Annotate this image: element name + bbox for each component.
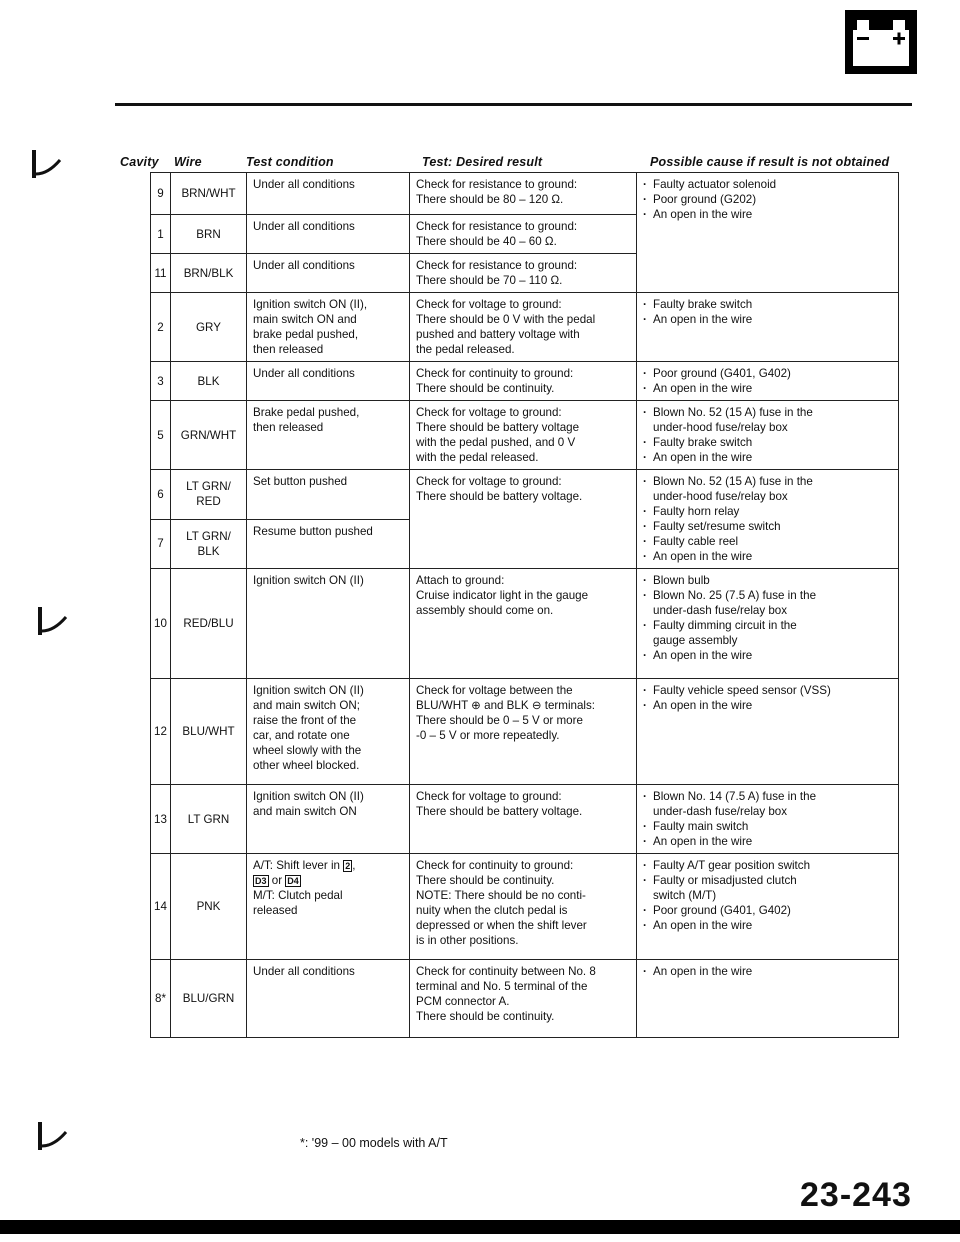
- cause-item: · Poor ground (G401, G402): [643, 366, 892, 381]
- cause-item: · An open in the wire: [643, 450, 892, 465]
- cavity-number: 9: [157, 187, 164, 200]
- result-cell: [410, 401, 637, 470]
- cause-list: [643, 858, 892, 933]
- cause-cell: [637, 569, 899, 679]
- result-line: is in other positions.: [416, 934, 519, 947]
- table-row: [151, 679, 899, 785]
- wire-color: BRN/BLK: [183, 266, 234, 280]
- cavity-number: 2: [157, 320, 164, 334]
- result-cell: [410, 362, 637, 401]
- condition-cell: [247, 173, 410, 215]
- cavity-cell: [151, 173, 171, 215]
- condition-line: then released: [253, 421, 324, 434]
- cause-item: · Blown No. 25 (7.5 A) fuse in the: [643, 588, 892, 603]
- result-line: Check for resistance to ground:: [416, 220, 578, 233]
- gear-position-symbol: D3: [255, 876, 267, 886]
- cause-item: · Blown No. 52 (15 A) fuse in the: [643, 474, 892, 489]
- cavity-cell: [151, 401, 171, 470]
- cause-item: under-dash fuse/relay box: [653, 604, 788, 617]
- result-line: with the pedal pushed, and 0 V: [416, 436, 576, 449]
- cause-item: · An open in the wire: [643, 207, 892, 222]
- cavity-number: 8*: [155, 992, 166, 1005]
- result-cell: [410, 679, 637, 785]
- condition-line: wheel slowly with the: [253, 744, 362, 757]
- cause-list: [643, 297, 892, 327]
- cavity-number: 13: [154, 812, 167, 826]
- result-line: Check for resistance to ground:: [416, 259, 578, 272]
- cavity-cell: [151, 362, 171, 401]
- wire-cell: [171, 215, 247, 254]
- condition-line: Under all conditions: [253, 220, 355, 233]
- cause-list: [643, 964, 892, 979]
- result-line: Cruise indicator light in the gauge: [416, 589, 589, 602]
- cause-list: [643, 683, 892, 713]
- table-row: [151, 785, 899, 854]
- cause-item: under-dash fuse/relay box: [653, 805, 788, 818]
- cause-item: · An open in the wire: [643, 918, 892, 933]
- wire-cell: [171, 254, 247, 293]
- wire-color: LT GRN/ BLK: [186, 529, 231, 558]
- condition-line: Under all conditions: [253, 367, 355, 380]
- cause-cell: [637, 960, 899, 1038]
- result-line: There should be battery voltage: [416, 421, 580, 434]
- result-line: Check for voltage to ground:: [416, 475, 562, 488]
- result-line: Check for voltage to ground:: [416, 406, 562, 419]
- gear-position-symbol: D4: [287, 876, 299, 886]
- wire-cell: [171, 569, 247, 679]
- condition-cell: [247, 293, 410, 362]
- condition-line: Ignition switch ON (II),: [253, 298, 368, 311]
- header-test-condition: Test condition: [246, 155, 334, 169]
- cavity-cell: [151, 960, 171, 1038]
- result-line: There should be 40 – 60 Ω.: [416, 235, 557, 248]
- wire-cell: [171, 854, 247, 960]
- condition-line: Under all conditions: [253, 965, 355, 978]
- table-row: [151, 362, 899, 401]
- condition-cell: [247, 362, 410, 401]
- result-cell: [410, 854, 637, 960]
- condition-line: and main switch ON: [253, 805, 357, 818]
- result-cell: [410, 785, 637, 854]
- wire-color: LT GRN: [187, 812, 230, 826]
- cavity-number: 1: [157, 227, 164, 241]
- cavity-number: 6: [157, 487, 164, 501]
- table-row: [151, 569, 899, 679]
- cavity-cell: [151, 215, 171, 254]
- result-line: Check for continuity between No. 8: [416, 965, 596, 978]
- cause-cell: [637, 293, 899, 362]
- cavity-cell: [151, 785, 171, 854]
- result-line: Check for continuity to ground:: [416, 859, 574, 872]
- cause-list: [643, 405, 892, 465]
- cavity-cell: [151, 679, 171, 785]
- cause-item: · Blown No. 52 (15 A) fuse in the: [643, 405, 892, 420]
- cause-item: · Blown No. 14 (7.5 A) fuse in the: [643, 789, 892, 804]
- result-line: NOTE: There should be no conti-: [416, 889, 586, 902]
- wire-color: BRN: [196, 227, 221, 241]
- table-row: [151, 854, 899, 960]
- cause-item: · An open in the wire: [643, 964, 892, 979]
- table-row: [151, 960, 899, 1038]
- cavity-number: 14: [154, 900, 167, 913]
- header-desired-result: Test: Desired result: [422, 155, 543, 169]
- cause-list: [643, 366, 892, 396]
- cause-cell: [637, 173, 899, 293]
- condition-line: Ignition switch ON (II): [253, 684, 364, 697]
- cause-item: · An open in the wire: [643, 549, 892, 564]
- condition-cell: [247, 785, 410, 854]
- result-line: Check for resistance to ground:: [416, 178, 578, 191]
- table-row: [151, 173, 899, 215]
- cause-item: under-hood fuse/relay box: [653, 490, 788, 503]
- wire-cell: [171, 519, 247, 569]
- condition-line: Ignition switch ON (II): [253, 574, 364, 587]
- wire-color: PNK: [196, 900, 221, 913]
- result-line: assembly should come on.: [416, 604, 554, 617]
- cavity-cell: [151, 470, 171, 520]
- result-line: Check for continuity to ground:: [416, 367, 574, 380]
- connector-test-table: [150, 172, 899, 1038]
- cavity-cell: [151, 854, 171, 960]
- condition-line: A/T: Shift lever in: [253, 859, 340, 872]
- result-line: There should be battery voltage.: [416, 490, 583, 503]
- result-cell: [410, 569, 637, 679]
- result-line: Attach to ground:: [416, 574, 505, 587]
- wire-cell: [171, 960, 247, 1038]
- cause-item: · Faulty cable reel: [643, 534, 892, 549]
- cavity-number: 11: [154, 266, 167, 280]
- condition-line: Under all conditions: [253, 259, 355, 272]
- header-cavity: Cavity: [120, 155, 159, 169]
- wire-color: BLU/WHT: [182, 725, 235, 738]
- result-line: There should be 0 – 5 V or more: [416, 714, 583, 727]
- condition-cell: [247, 569, 410, 679]
- condition-cell: [247, 401, 410, 470]
- cause-cell: [637, 401, 899, 470]
- cause-item: · An open in the wire: [643, 834, 892, 849]
- condition-cell: [247, 254, 410, 293]
- table-row: [151, 401, 899, 470]
- result-cell: [410, 960, 637, 1038]
- cause-cell: [637, 679, 899, 785]
- cause-list: [643, 789, 892, 849]
- cause-cell: [637, 854, 899, 960]
- binder-mark-bottom: [34, 1120, 74, 1154]
- cause-item: · Poor ground (G401, G402): [643, 903, 892, 918]
- cause-item: · Faulty dimming circuit in the: [643, 618, 892, 633]
- result-line: PCM connector A.: [416, 995, 510, 1008]
- condition-cell: A/T: Shift lever in 2 , D3 or D4 M/T: Clutch pedal released: [247, 854, 410, 960]
- result-line: pushed and battery voltage with: [416, 328, 580, 341]
- cause-item: · Faulty A/T gear position switch: [643, 858, 892, 873]
- result-line: Check for voltage to ground:: [416, 790, 562, 803]
- result-line: There should be 70 – 110 Ω.: [416, 274, 563, 287]
- table-row: [151, 293, 899, 362]
- condition-line: Ignition switch ON (II): [253, 790, 364, 803]
- result-cell: [410, 215, 637, 254]
- wire-cell: [171, 785, 247, 854]
- result-line: terminal and No. 5 terminal of the: [416, 980, 588, 993]
- condition-cell: [247, 470, 410, 520]
- wire-color: GRY: [196, 320, 221, 334]
- wire-cell: [171, 470, 247, 520]
- cause-item: switch (M/T): [653, 889, 717, 902]
- result-line: There should be continuity.: [416, 874, 555, 887]
- cause-list: [643, 573, 892, 663]
- gear-position-symbol: 2: [345, 861, 351, 871]
- result-cell: [410, 293, 637, 362]
- condition-line: brake pedal pushed,: [253, 328, 359, 341]
- result-line: Check for voltage to ground:: [416, 298, 562, 311]
- wire-cell: [171, 679, 247, 785]
- result-line: There should be battery voltage.: [416, 805, 583, 818]
- result-line: nuity when the clutch pedal is: [416, 904, 568, 917]
- cause-item: under-hood fuse/relay box: [653, 421, 788, 434]
- cause-list: [643, 177, 892, 222]
- cause-item: · Faulty vehicle speed sensor (VSS): [643, 683, 892, 698]
- condition-line: and main switch ON;: [253, 699, 360, 712]
- cause-item: · Poor ground (G202): [643, 192, 892, 207]
- result-line: Check for voltage between the: [416, 684, 573, 697]
- header-rule: [115, 103, 912, 106]
- page-number: 23-243: [800, 1176, 912, 1214]
- result-line: There should be continuity.: [416, 1010, 555, 1023]
- wire-color: BRN/WHT: [181, 187, 236, 200]
- cause-item: · Faulty main switch: [643, 819, 892, 834]
- header-wire: Wire: [174, 155, 202, 169]
- condition-line: Set button pushed: [253, 475, 348, 488]
- condition-line: Under all conditions: [253, 178, 355, 191]
- cause-cell: [637, 470, 899, 569]
- cause-item: · An open in the wire: [643, 698, 892, 713]
- condition-line: main switch ON and: [253, 313, 357, 326]
- cavity-number: 12: [154, 725, 167, 738]
- condition-cell: [247, 960, 410, 1038]
- cause-cell: [637, 362, 899, 401]
- cause-item: · Faulty set/resume switch: [643, 519, 892, 534]
- condition-line: M/T: Clutch pedal: [253, 889, 343, 902]
- result-cell: [410, 173, 637, 215]
- cavity-number: 7: [157, 537, 164, 551]
- cause-item: · Faulty or misadjusted clutch: [643, 873, 892, 888]
- condition-line: car, and rotate one: [253, 729, 350, 742]
- cause-list: [643, 474, 892, 564]
- cause-item: · Faulty horn relay: [643, 504, 892, 519]
- condition-line: or: [271, 874, 283, 887]
- cause-item: · Faulty brake switch: [643, 435, 892, 450]
- wire-cell: [171, 173, 247, 215]
- condition-line: Resume button pushed: [253, 524, 373, 538]
- result-line: There should be 0 V with the pedal: [416, 313, 596, 326]
- cause-item: · Blown bulb: [643, 573, 892, 588]
- result-line: There should be 80 – 120 Ω.: [416, 193, 564, 206]
- condition-cell: [247, 519, 410, 569]
- result-line: BLU/WHT ⊕ and BLK ⊖ terminals:: [416, 699, 596, 712]
- result-cell: [410, 254, 637, 293]
- result-line: the pedal released.: [416, 343, 515, 356]
- wire-cell: [171, 362, 247, 401]
- result-line: There should be continuity.: [416, 382, 555, 395]
- bottom-band: [0, 1220, 960, 1234]
- cause-item: · Faulty brake switch: [643, 297, 892, 312]
- wire-cell: [171, 293, 247, 362]
- result-cell: [410, 470, 637, 569]
- wire-color: RED/BLU: [183, 617, 234, 630]
- wire-color: GRN/WHT: [180, 428, 237, 442]
- wire-color: LT GRN/ RED: [186, 480, 231, 509]
- cavity-number: 10: [154, 617, 167, 630]
- result-line: -0 – 5 V or more repeatedly.: [416, 729, 560, 742]
- condition-cell: [247, 679, 410, 785]
- result-line: with the pedal released.: [416, 451, 539, 464]
- cause-item: · An open in the wire: [643, 381, 892, 396]
- condition-line: raise the front of the: [253, 714, 357, 727]
- cause-item: gauge assembly: [653, 634, 738, 647]
- cause-item: · Faulty actuator solenoid: [643, 177, 892, 192]
- cavity-cell: [151, 569, 171, 679]
- wire-cell: [171, 401, 247, 470]
- result-line: depressed or when the shift lever: [416, 919, 587, 932]
- cavity-cell: [151, 293, 171, 362]
- cause-item: · An open in the wire: [643, 312, 892, 327]
- condition-line: Brake pedal pushed,: [253, 406, 360, 419]
- table-row: [151, 470, 899, 520]
- cavity-cell: [151, 519, 171, 569]
- condition-cell: [247, 215, 410, 254]
- binder-mark-top: [28, 148, 68, 182]
- cavity-cell: [151, 254, 171, 293]
- battery-icon: [843, 8, 919, 76]
- condition-line: other wheel blocked.: [253, 759, 360, 772]
- footnote: *: '99 – 00 models with A/T: [300, 1136, 448, 1150]
- condition-line: then released: [253, 343, 324, 356]
- cavity-number: 3: [157, 374, 164, 388]
- wire-color: BLU/GRN: [182, 992, 235, 1005]
- cause-cell: [637, 785, 899, 854]
- binder-mark-middle: [34, 605, 74, 639]
- cavity-number: 5: [157, 428, 164, 442]
- cause-item: · An open in the wire: [643, 648, 892, 663]
- header-possible-cause: Possible cause if result is not obtained: [650, 155, 890, 169]
- wire-color: BLK: [197, 374, 220, 388]
- condition-line: released: [253, 904, 298, 917]
